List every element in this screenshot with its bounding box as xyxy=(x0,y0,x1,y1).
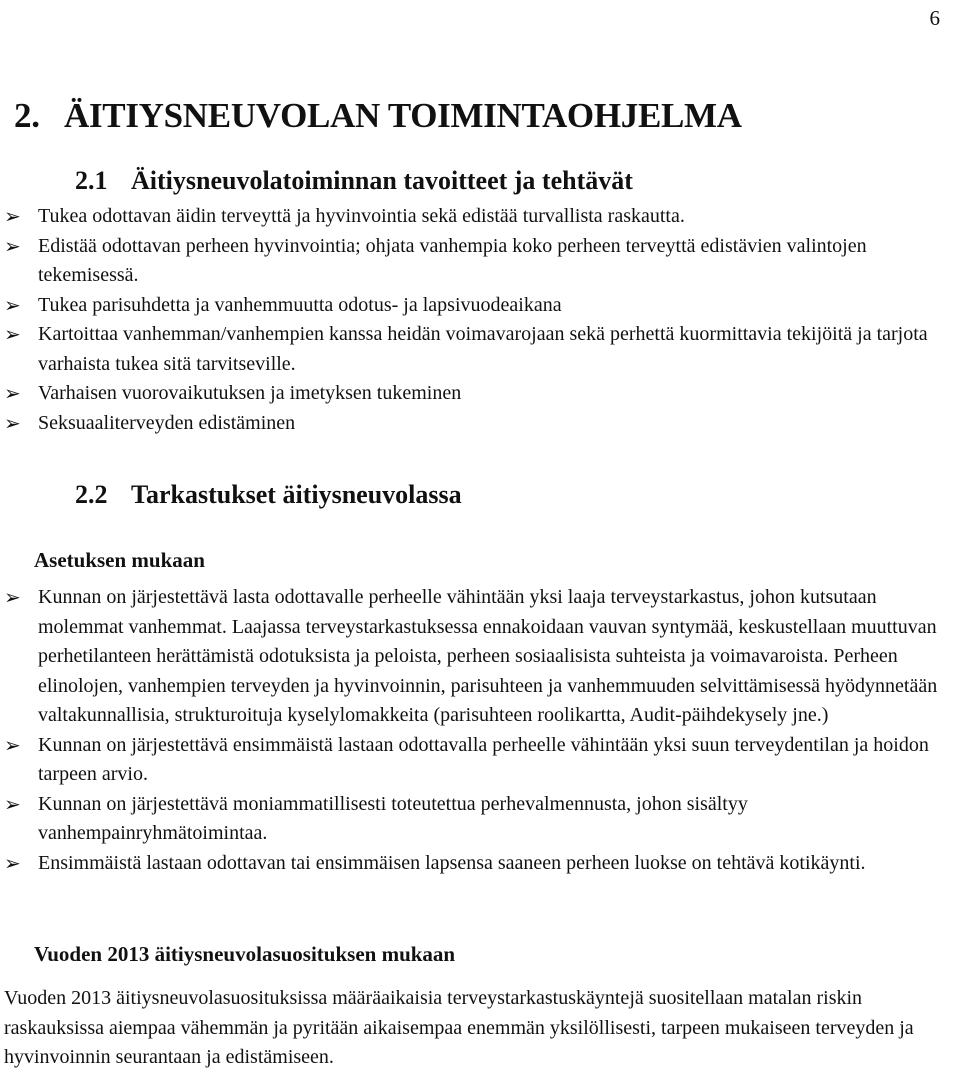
list-item xyxy=(0,291,950,321)
list-item xyxy=(0,731,950,790)
arrowhead-bullet-icon: ➢ xyxy=(4,204,21,228)
arrowhead-bullet-icon: ➢ xyxy=(4,381,21,405)
arrowhead-bullet-icon: ➢ xyxy=(4,410,21,435)
list-item-text: Edistää odottavan perheen hyvinvointia; ohjata vanhempia koko perheen terveyttä edistävien valintojen tekemisessä. xyxy=(38,234,867,286)
list-item xyxy=(0,320,950,379)
list-item xyxy=(0,232,950,291)
subheading-decree: Asetuksen mukaan xyxy=(34,548,205,572)
chapter-heading xyxy=(14,96,742,136)
section-title: Tarkastukset äitiysneuvolassa xyxy=(131,480,462,509)
subheading-recommendation: Vuoden 2013 äitiysneuvolasuosituksen mukaan xyxy=(34,942,456,966)
list-item-text: Kunnan on järjestettävä ensimmäistä lastaan odottavalla perheelle vähintään yksi suun terveydentilan ja hoidon tarpeen arvio. xyxy=(38,733,929,785)
section-heading-checkups xyxy=(75,480,462,510)
list-item-text: Tukea parisuhdetta ja vanhemmuutta odotus- ja lapsivuodeaikana xyxy=(38,293,562,316)
arrowhead-bullet-icon: ➢ xyxy=(4,791,21,816)
list-item xyxy=(0,790,950,849)
page-number: 6 xyxy=(929,6,940,30)
section-number: 2.2 xyxy=(75,480,108,509)
list-item xyxy=(0,202,950,232)
list-item xyxy=(0,379,950,409)
arrowhead-bullet-icon: ➢ xyxy=(4,850,21,875)
list-item-text: Ensimmäistä lastaan odottavan tai ensimmäisen lapsensa saaneen perheen luokse on tehtävä kotikäynti. xyxy=(38,851,866,874)
list-item xyxy=(0,849,950,879)
list-item-text: Seksuaaliterveyden edistäminen xyxy=(38,411,296,434)
list-item-text: Tukea odottavan äidin terveyttä ja hyvinvointia sekä edistää turvallista raskautta. xyxy=(38,205,685,227)
chapter-title: ÄITIYSNEUVOLAN TOIMINTAOHJELMA xyxy=(64,96,742,135)
arrowhead-bullet-icon: ➢ xyxy=(4,233,21,258)
section-heading-goals xyxy=(75,166,633,196)
list-item xyxy=(0,409,950,439)
arrowhead-bullet-icon: ➢ xyxy=(4,322,21,346)
checkups-list xyxy=(0,583,950,878)
section-title: Äitiysneuvolatoiminnan tavoitteet ja tehtävät xyxy=(131,166,633,195)
list-item-text: Kunnan on järjestettävä moniammatillisesti toteutettua perhevalmennusta, johon sisältyy vanhempainryhmätoimintaa. xyxy=(38,792,748,844)
list-item-text: Kartoittaa vanhemman/vanhempien kanssa heidän voimavarojaan sekä perhettä kuormittavia tekijöitä ja tarjota varhaista tukea sitä tarvitseville. xyxy=(38,323,928,375)
arrowhead-bullet-icon: ➢ xyxy=(4,292,21,317)
arrowhead-bullet-icon: ➢ xyxy=(4,732,21,757)
list-item-text: Varhaisen vuorovaikutuksen ja imetyksen tukeminen xyxy=(38,382,462,404)
list-item xyxy=(0,583,950,731)
goals-list xyxy=(0,202,950,438)
recommendation-paragraph: Vuoden 2013 äitiysneuvolasuosituksissa määräaikaisia terveystarkastuskäyntejä suositellaan matalan riskin raskauksissa aiempaa vähemmän ja pyritään aikaisempaa enemmän yksilöllisesti, tarpeen mukaiseen terveyden ja hyvinvoinnin seurantaan ja edistämiseen. xyxy=(4,987,914,1068)
arrowhead-bullet-icon: ➢ xyxy=(4,585,21,609)
list-item-text: Kunnan on järjestettävä lasta odottavalle perheelle vähintään yksi laaja terveystarkastus, johon kutsutaan molemmat vanhemmat. Laajassa terveystarkastuksessa ennakoidaan vauvan syntymää, keskustellaan muuttuvan perhetilanteen herättämistä odotuksista ja peloista, perheen sosiaalisista suhteista ja voimavaroista. Perheen elinolojen, vanhempien terveyden ja hyvinvoinnin, parisuhteen ja vanhemmuuden selvittämisessä hyödynnetään valtakunnallisia, strukturoituja kyselylomakkeita (parisuhteen roolikartta, Audit-päihdekysely jne.) xyxy=(38,586,938,726)
section-number: 2.1 xyxy=(75,166,108,195)
chapter-number: 2. xyxy=(14,96,40,135)
